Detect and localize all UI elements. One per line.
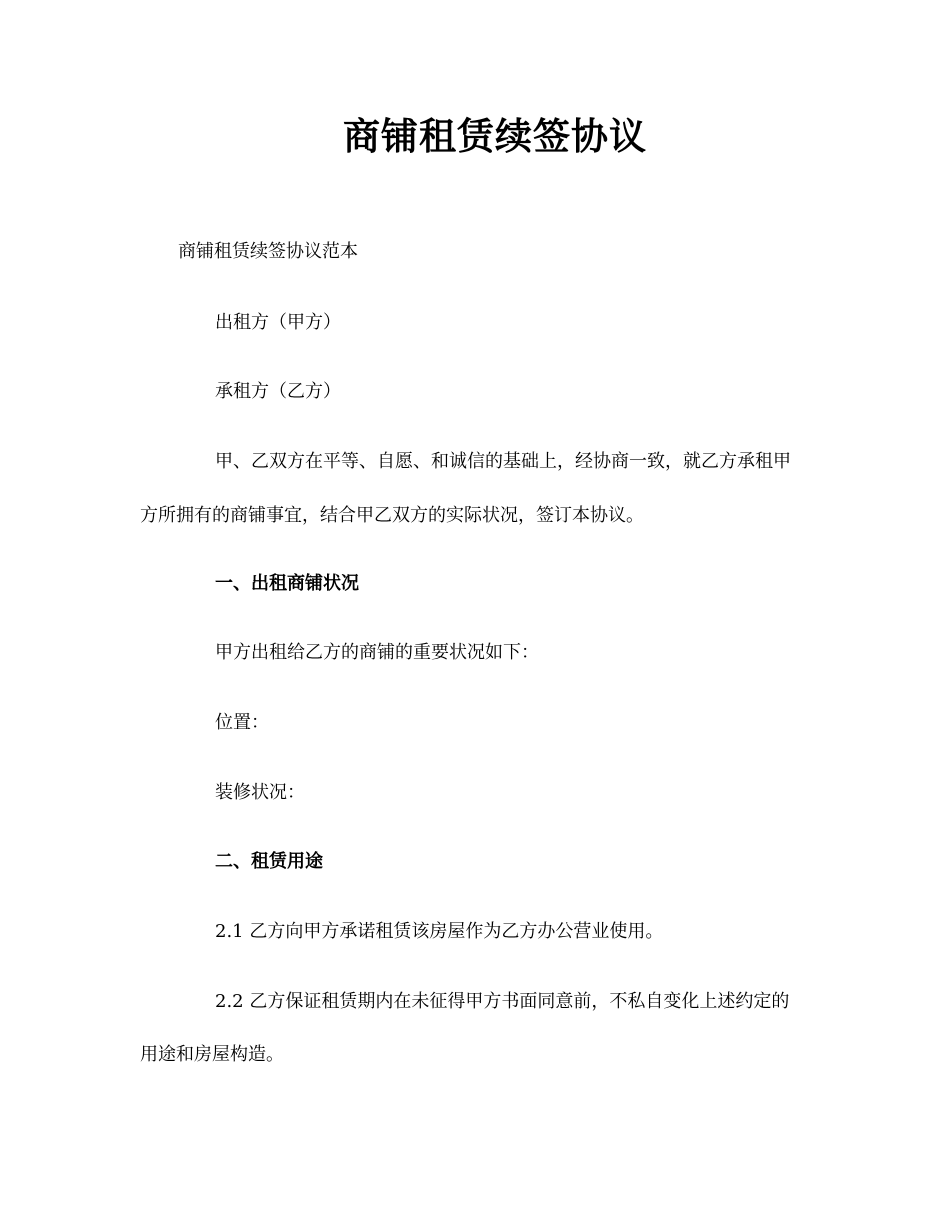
clause-2-2-line-1: 2.2 乙方保证租赁期内在未征得甲方书面同意前，不私自变化上述约定的 <box>215 991 790 1012</box>
section-1-intro: 甲方出租给乙方的商铺的重要状况如下： <box>215 642 539 663</box>
intro-paragraph-line-2: 方所拥有的商铺事宜，结合甲乙双方的实际状况，签订本协议。 <box>140 505 644 526</box>
lessor-line: 出租方（甲方） <box>215 312 341 333</box>
clause-2-1: 2.1 乙方向甲方承诺租赁该房屋作为乙方办公营业使用。 <box>215 921 664 942</box>
lessee-line: 承租方（乙方） <box>215 381 341 402</box>
clause-2-2-line-2: 用途和房屋构造。 <box>140 1044 284 1065</box>
intro-paragraph-line-1: 甲、乙双方在平等、自愿、和诚信的基础上，经协商一致，就乙方承租甲 <box>215 451 791 472</box>
section-2-heading: 二、租赁用途 <box>215 851 323 872</box>
document-subtitle: 商铺租赁续签协议范本 <box>178 241 358 262</box>
document-title: 商铺租赁续签协议 <box>343 114 647 158</box>
section-1-heading: 一、出租商铺状况 <box>215 573 359 594</box>
location-label: 位置： <box>215 712 269 733</box>
decoration-label: 装修状况： <box>215 782 305 803</box>
